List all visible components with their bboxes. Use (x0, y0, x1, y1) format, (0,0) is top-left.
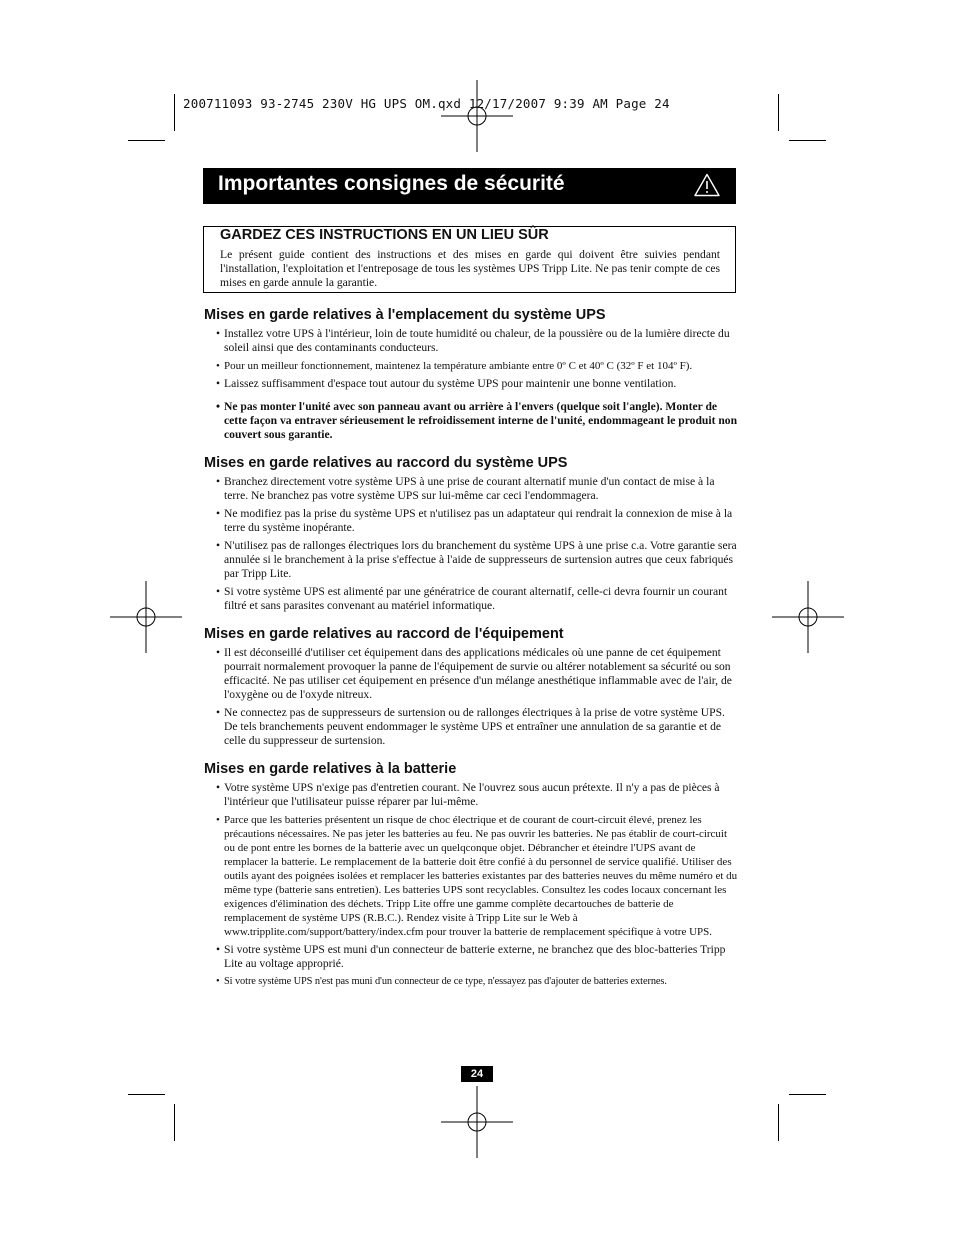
list-item: • Si votre système UPS est muni d'un connecteur de batterie externe, ne branchez que des bloc-batteries Tripp Lite au voltage approprié. (204, 943, 738, 971)
title-bar (203, 168, 736, 204)
list-item: • Il est déconseillé d'utiliser cet équipement dans des applications médicales où une panne de cet équipement pourrait normalement provoquer la panne de l'équipement de survie ou altérer notablement sa sécurité ou son efficacité. Ne pas utiliser cet équipement en présence d'un mélange anesthétique inflammable avec de l'air, de l'oxygène ou de l'oxyde nitreux. (204, 646, 738, 702)
warning-triangle-icon (694, 173, 720, 197)
bullet-list (204, 327, 738, 442)
section-heading: Mises en garde relatives au raccord du système UPS (204, 455, 568, 471)
crop-mark-bottom-left-v (174, 1104, 175, 1141)
keep-instructions-text: Le présent guide contient des instructions et des mises en garde qui doivent être suivies pendant l'installation, l'exploitation et l'entreposage de tous les systèmes UPS Tripp Lite. Ne pas tenir compte de ces mises en garde annule la garantie. (220, 248, 720, 289)
section-heading: Mises en garde relatives à la batterie (204, 761, 457, 777)
keep-instructions-box (203, 226, 736, 293)
crop-mark-bottom-left-h (128, 1094, 165, 1095)
page-title: Importantes consignes de sécurité (218, 172, 565, 195)
list-item: • Branchez directement votre système UPS à une prise de courant alternatif munie d'un contact de mise à la terre. Ne branchez pas votre système UPS sur lui-même car ceci l'endommagera. (204, 475, 738, 503)
crop-mark-top-right-v (778, 94, 779, 131)
registration-mark-icon (110, 581, 182, 653)
list-item: • Ne modifiez pas la prise du système UPS et n'utilisez pas un adaptateur qui rendrait la connexion de mise à la terre du système inopérante. (204, 507, 738, 535)
list-item-warning: • Ne pas monter l'unité avec son panneau avant ou arrière à l'envers (quelque soit l'angle). Monter de cette façon va entraver sérieusement le refroidissement interne de l'unité, endommageant le produit non couvert sous garantie. (204, 400, 738, 442)
file-header: 200711093 93-2745 230V HG UPS OM.qxd 12/17/2007 9:39 AM Page 24 (183, 96, 670, 111)
list-item: • Votre système UPS n'exige pas d'entretien courant. Ne l'ouvrez sous aucun prétexte. Il n'y a pas de pièces à l'intérieur que l'utilisateur puisse réparer par lui-même. (204, 781, 738, 809)
section-ups-connection (204, 454, 738, 613)
registration-mark-icon (441, 1086, 513, 1158)
section-equipment-connection (204, 625, 738, 748)
list-item: • Pour un meilleur fonctionnement, maintenez la température ambiante entre 0º C et 40º C (32º F et 104º F). (204, 359, 738, 373)
bullet-list (204, 781, 738, 989)
list-item: • Si votre système UPS n'est pas muni d'un connecteur de ce type, n'essayez pas d'ajouter de batteries externes. (204, 975, 738, 989)
list-item: • Ne connectez pas de suppresseurs de surtension ou de rallonges électriques à la prise de votre système UPS. De tels branchements peuvent endommager le système UPS et entraîner une annulation de sa garantie et de celle du suppresseur de surtension. (204, 706, 738, 748)
list-item: • Si votre système UPS est alimenté par une génératrice de courant alternatif, celle-ci devra fournir un courant filtré et sans parasites convenant au matériel informatique. (204, 585, 738, 613)
page-number: 24 (461, 1066, 493, 1082)
main-content (204, 306, 738, 993)
list-item: • Parce que les batteries présentent un risque de choc électrique et de courant de court-circuit élevé, prenez les précautions nécessaires. Ne pas jeter les batteries au feu. Ne pas ouvrir les batteries. Ne pas établir de court-circuit ou de pont entre les bornes de la batterie avec un quelqconque objet. Débrancher et éteindre l'UPS avant de remplacer la batterie. Le remplacement de la batterie doit être confié à du personnel de service qualifié. Utiliser des outils ayant des poignées isolées et remplacer les batteries existantes par des batteries neuves du même numéro et du même type (batterie sans entretien). Les batteries UPS sont recyclables. Consultez les codes locaux concernant les exigences d'élimination des déchets. Tripp Lite offre une gamme complète decartouches de batterie de remplacement de système UPS (R.B.C.). Rendez visite à Tripp Lite sur le Web à www.tripplite.com/support/battery/index.cfm pour trouver la batterie de remplacement spécifique à votre UPS. (204, 813, 738, 939)
crop-mark-top-right-h (789, 140, 826, 141)
registration-mark-icon (441, 80, 513, 152)
registration-mark-icon (772, 581, 844, 653)
crop-mark-top-left-v (174, 94, 175, 131)
section-battery (204, 760, 738, 989)
crop-mark-bottom-right-h (789, 1094, 826, 1095)
list-item: • Laissez suffisamment d'espace tout autour du système UPS pour maintenir une bonne ventilation. (204, 377, 738, 391)
crop-mark-bottom-right-v (778, 1104, 779, 1141)
bullet-list (204, 475, 738, 613)
bullet-list (204, 646, 738, 748)
section-heading: Mises en garde relatives au raccord de l'équipement (204, 626, 564, 642)
section-location (204, 306, 738, 442)
section-heading: Mises en garde relatives à l'emplacement du système UPS (204, 307, 606, 323)
list-item: • Installez votre UPS à l'intérieur, loin de toute humidité ou chaleur, de la poussière ou de la lumière directe du soleil ainsi que des contaminants conducteurs. (204, 327, 738, 355)
keep-instructions-heading: GARDEZ CES INSTRUCTIONS EN UN LIEU SÛR (220, 227, 549, 243)
list-item: • N'utilisez pas de rallonges électriques lors du branchement du système UPS à une prise c.a. Votre garantie sera annulée si le branchement à la prise s'effectue à l'aide de suppresseurs de surtension autres que ceux fabriqués par Tripp Lite. (204, 539, 738, 581)
crop-mark-top-left-h (128, 140, 165, 141)
